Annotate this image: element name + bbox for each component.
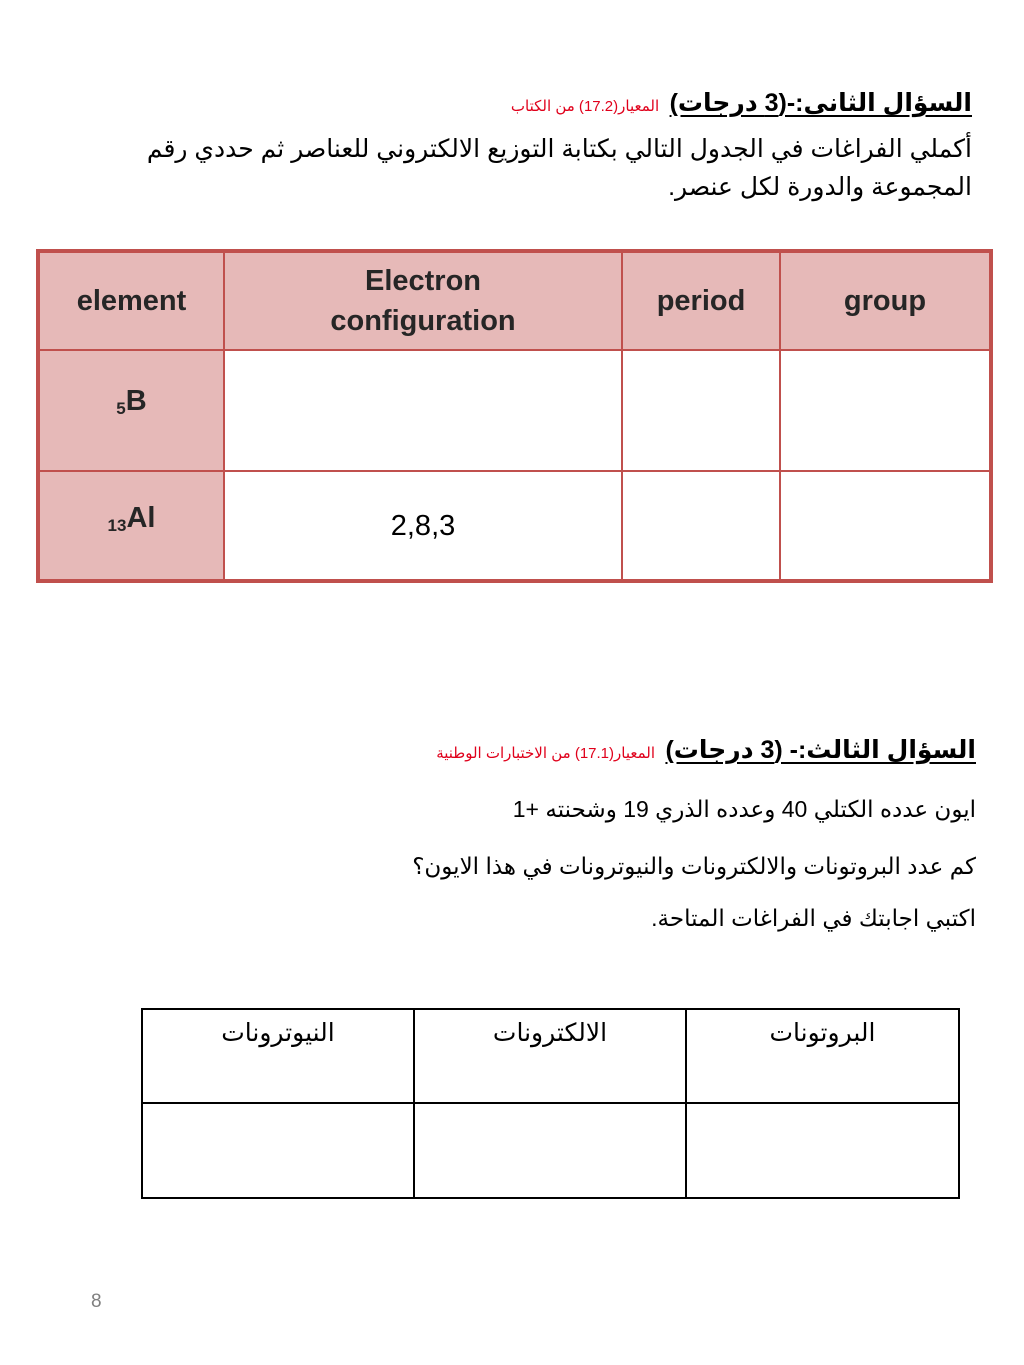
question-2-instructions: أكملي الفراغات في الجدول التالي بكتابة التوزيع الالكتروني للعناصر ثم حددي رقم المجموعة والدورة لكل عنصر. <box>146 135 972 201</box>
element-symbol: Al <box>126 502 156 534</box>
group-cell-boron[interactable] <box>780 350 991 471</box>
element-cell-aluminium <box>38 471 224 581</box>
table-header-row <box>38 251 991 350</box>
page-number: 8 <box>91 1291 102 1312</box>
question-2-standard: المعيار(17.2) من الكتاب <box>510 98 660 115</box>
question-3-header <box>436 735 976 765</box>
question-3-standard: المعيار(17.1) من الاختبارات الوطنية <box>436 745 655 762</box>
header-period: period <box>622 251 780 350</box>
header-electrons: الالكترونات <box>414 1009 686 1103</box>
header-neutrons: النيوترونات <box>142 1009 414 1103</box>
group-cell-aluminium[interactable] <box>780 471 991 581</box>
answer-electrons[interactable] <box>414 1103 686 1198</box>
header-group: group <box>780 251 991 350</box>
configuration-cell-aluminium[interactable]: 2,8,3 <box>224 471 622 581</box>
header-protons: البروتونات <box>686 1009 959 1103</box>
period-cell-aluminium[interactable] <box>622 471 780 581</box>
question-2-header <box>511 88 972 118</box>
period-cell-boron[interactable] <box>622 350 780 471</box>
answer-protons[interactable] <box>686 1103 959 1198</box>
answer-neutrons[interactable] <box>142 1103 414 1198</box>
question-2-title: السؤال الثانى:-(3 درجات) <box>669 89 972 117</box>
table-header-row <box>142 1009 959 1103</box>
particle-count-table <box>141 1008 960 1199</box>
atomic-number: 13 <box>107 516 127 535</box>
configuration-cell-boron[interactable] <box>224 350 622 471</box>
header-electron-configuration <box>224 251 622 350</box>
table-answer-row <box>142 1103 959 1198</box>
table-row-boron <box>38 350 991 471</box>
header-element: element <box>38 251 224 350</box>
element-cell-boron <box>38 350 224 471</box>
atomic-number: 5 <box>116 399 126 418</box>
electron-configuration-table <box>36 249 993 583</box>
question-3-title: السؤال الثالث:- (3 درجات) <box>665 736 976 764</box>
question-3-instruction: اكتبي اجابتك في الفراغات المتاحة. <box>651 905 976 931</box>
question-3-question: كم عدد البروتونات والالكترونات والنيوترونات في هذا الايون؟ <box>412 853 976 879</box>
element-symbol: B <box>125 385 147 417</box>
header-electron-configuration-label: Electron configuration <box>330 265 516 337</box>
table-row-aluminium <box>38 471 991 581</box>
question-3-ion-statement: ايون عدده الكتلي 40 وعدده الذري 19 وشحنته +1 <box>512 796 976 822</box>
